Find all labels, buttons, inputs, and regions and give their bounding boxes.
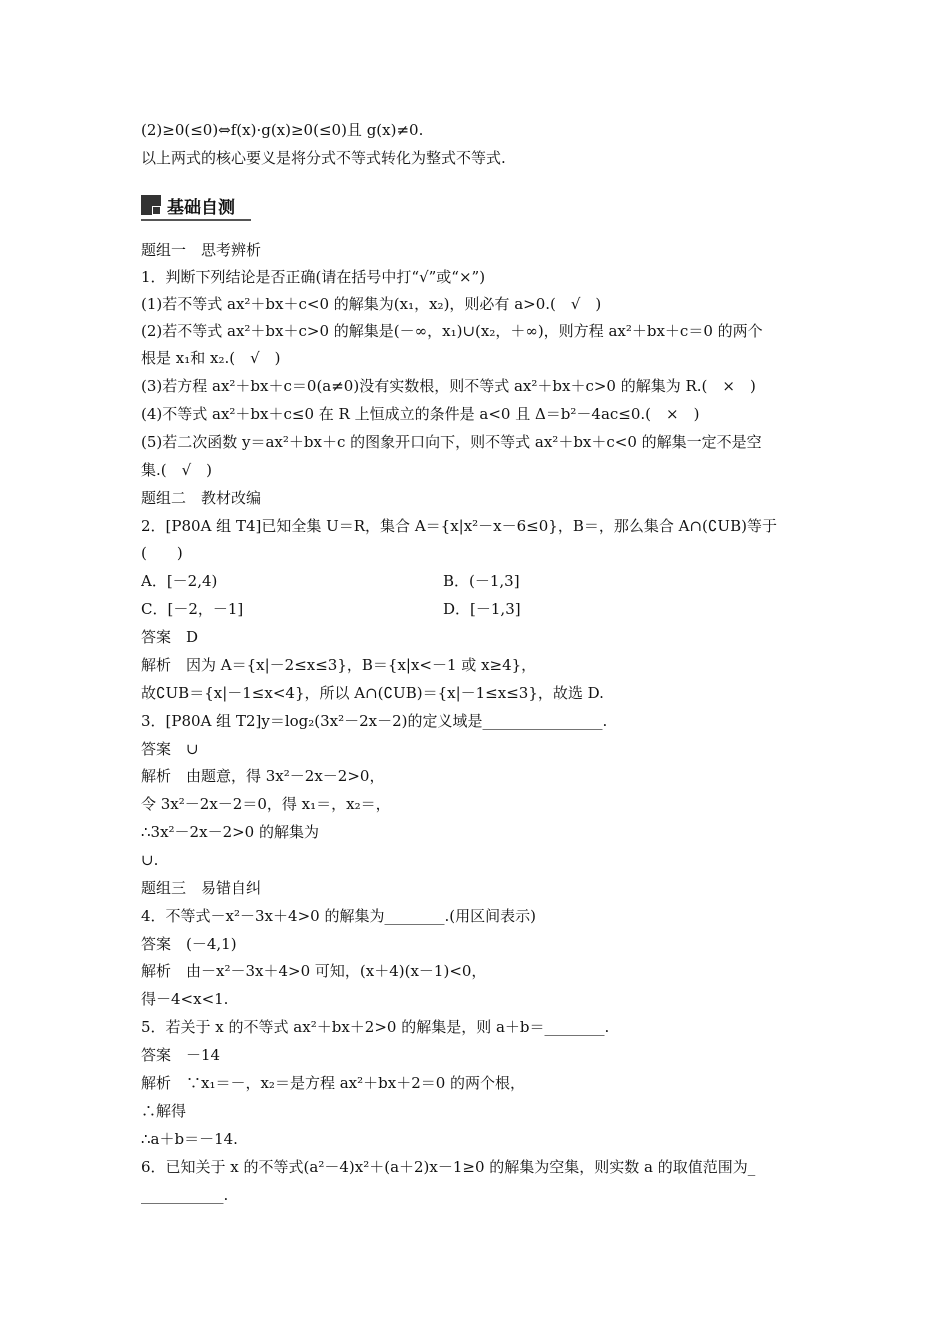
question-1: 1．判断下列结论是否正确(请在括号中打“√”或“×”) — [141, 268, 486, 286]
group-heading-3: 题组三 易错自纠 — [141, 879, 262, 897]
q1-item-2-cont: 根是 x₁和 x₂.( √ ) — [141, 349, 281, 367]
intro-line-2: 以上两式的核心要义是将分式不等式转化为整式不等式. — [141, 149, 506, 167]
analysis-3-line-2: 令 3x²－2x－2＝0，得 x₁＝，x₂＝， — [141, 795, 391, 813]
question-2: 2．[P80A 组 T4]已知全集 U＝R，集合 A＝{x|x²－x－6≤0}，B＝，那么集合 A∩(∁UB)等于 — [141, 517, 777, 535]
option-a: A．[－2,4) — [141, 572, 218, 590]
analysis-3-line-4: ∪. — [141, 851, 159, 869]
analysis-2: 解析 因为 A＝{x|－2≤x≤3}，B＝{x|x<－1 或 x≥4}， — [141, 656, 537, 674]
q1-item-4: (4)不等式 ax²＋bx＋c≤0 在 R 上恒成立的条件是 a<0 且 Δ＝b²－4ac≤0.( × ) — [141, 405, 700, 423]
group-heading-1: 题组一 思考辨析 — [141, 241, 262, 259]
question-6-cont: ___________. — [141, 1186, 229, 1204]
analysis-5: 解析 ∵x₁＝－，x₂＝是方程 ax²＋bx＋2＝0 的两个根， — [141, 1074, 526, 1092]
question-3: 3．[P80A 组 T2]y＝log₂(3x²－2x－2)的定义域是________________. — [141, 712, 608, 730]
section-underline — [141, 219, 251, 221]
answer-4: 答案 (－4,1) — [141, 935, 237, 953]
analysis-5-line-2: ∴解得 — [141, 1102, 187, 1120]
group-heading-2: 题组二 教材改编 — [141, 489, 262, 507]
option-b: B．(－1,3] — [443, 572, 520, 590]
section-header — [141, 192, 235, 218]
intro-line-1: (2)≥0(≤0)⇔f(x)·g(x)≥0(≤0)且 g(x)≠0. — [141, 121, 424, 139]
answer-3: 答案 ∪ — [141, 740, 199, 758]
q1-item-3: (3)若方程 ax²＋bx＋c＝0(a≠0)没有实数根，则不等式 ax²＋bx＋c>0 的解集为 R.( × ) — [141, 377, 756, 395]
q1-item-1: (1)若不等式 ax²＋bx＋c<0 的解集为(x₁，x₂)，则必有 a>0.( √ ) — [141, 295, 602, 313]
section-title: 基础自测 — [167, 197, 235, 218]
q1-item-5-cont: 集.( √ ) — [141, 461, 213, 479]
question-4: 4．不等式－x²－3x＋4>0 的解集为________.(用区间表示) — [141, 907, 536, 925]
analysis-3: 解析 由题意，得 3x²－2x－2>0， — [141, 767, 385, 785]
section-square-icon — [141, 195, 161, 215]
option-d: D．[－1,3] — [443, 600, 521, 618]
answer-5: 答案 －14 — [141, 1046, 221, 1064]
q1-item-5: (5)若二次函数 y＝ax²＋bx＋c 的图象开口向下，则不等式 ax²＋bx＋c<0 的解集一定不是空 — [141, 433, 762, 451]
analysis-2-cont: 故∁UB＝{x|－1≤x<4}，所以 A∩(∁UB)＝{x|－1≤x≤3}，故选 D. — [141, 684, 604, 702]
question-2-cont: ( ) — [141, 544, 183, 562]
option-c: C．[－2，－1] — [141, 600, 244, 618]
question-5: 5．若关于 x 的不等式 ax²＋bx＋2>0 的解集是，则 a＋b＝________. — [141, 1018, 610, 1036]
analysis-3-line-3: ∴3x²－2x－2>0 的解集为 — [141, 823, 319, 841]
analysis-4-cont: 得－4<x<1. — [141, 990, 229, 1008]
question-6: 6．已知关于 x 的不等式(a²－4)x²＋(a＋2)x－1≥0 的解集为空集，则实数 a 的取值范围为_ — [141, 1158, 756, 1176]
analysis-5-line-3: ∴a＋b＝－14. — [141, 1130, 238, 1148]
analysis-4: 解析 由－x²－3x＋4>0 可知，(x＋4)(x－1)<0， — [141, 962, 487, 980]
answer-2: 答案 D — [141, 628, 199, 646]
q1-item-2: (2)若不等式 ax²＋bx＋c>0 的解集是(－∞，x₁)∪(x₂，＋∞)，则方程 ax²＋bx＋c＝0 的两个 — [141, 322, 763, 340]
